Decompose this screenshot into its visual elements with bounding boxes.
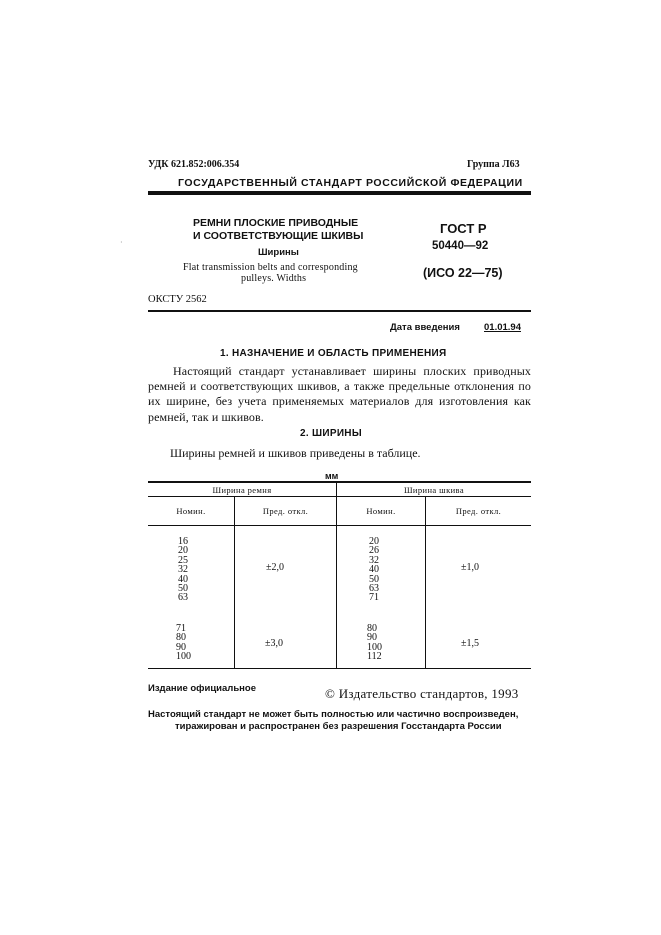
margin-mark: · [120, 238, 123, 247]
table-cell: 80 [176, 632, 186, 644]
table-cell: 40 [178, 573, 188, 585]
section-2-paragraph: Ширины ремней и шкивов приведены в таблице. [170, 446, 421, 460]
table-cell: 25 [178, 554, 188, 566]
table-cell: 20 [178, 545, 188, 557]
table-group-header-rule [148, 496, 531, 497]
table-bottom-border [148, 668, 531, 669]
pulley-nominal-list [367, 624, 382, 662]
udk-code: УДК 621.852:006.354 [148, 159, 240, 170]
table-header-belt-deviation: Пред. откл. [262, 506, 309, 516]
table-cell: 71 [369, 592, 379, 604]
copyright-notice: © Издательство стандартов, 1993 [325, 686, 519, 701]
table-cell: 71 [176, 623, 186, 634]
reproduction-notice-line-1: Настоящий стандарт не может быть полностью или частично воспроизведен, [148, 709, 519, 720]
middle-rule [148, 310, 531, 312]
pulley-nominal-list [369, 537, 379, 603]
table-header-belt-nominal: Номин. [176, 506, 206, 516]
gost-number: 50440—92 [432, 240, 489, 252]
intro-date-value: 01.01.94 [484, 322, 521, 333]
pulley-deviation-cell: ±1,5 [461, 638, 479, 649]
table-column-divider-3 [425, 496, 426, 668]
english-title-line-2: pulleys. Widths [241, 273, 307, 284]
table-column-divider-1 [234, 496, 235, 668]
table-top-border [148, 481, 531, 483]
table-cell: 50 [369, 573, 379, 585]
okstu-code: ОКСТУ 2562 [148, 294, 207, 305]
table-group-pulley-width: Ширина шкива [403, 485, 465, 495]
section-1-paragraph: Настоящий стандарт устанавливает ширины плоских приводных ремней и соответствующих шкивов, а также предельные отклонения по их ширине, без учета применяемых материалов для изготовления как ремней, так и шкивов. [148, 364, 531, 424]
table-cell: 32 [369, 554, 379, 566]
section-2-heading: 2. ШИРИНЫ [300, 428, 362, 439]
table-group-belt-width: Ширина ремня [212, 485, 272, 495]
table-cell: 100 [176, 651, 191, 663]
table-cell: 20 [369, 536, 379, 547]
table-cell: 112 [367, 651, 382, 663]
belt-deviation-cell: ±3,0 [265, 638, 283, 649]
table-cell: 16 [178, 536, 188, 547]
table-header-pulley-deviation: Пред. откл. [455, 506, 502, 516]
intro-date-label: Дата введения [390, 322, 460, 333]
state-standard-heading: ГОСУДАРСТВЕННЫЙ СТАНДАРТ РОССИЙСКОЙ ФЕДЕРАЦИИ [178, 177, 523, 189]
table-cell: 100 [367, 641, 382, 653]
table-cell: 90 [367, 632, 377, 644]
group-code: Группа Л63 [467, 159, 520, 170]
table-cell: 90 [176, 641, 186, 653]
title-line-1: РЕМНИ ПЛОСКИЕ ПРИВОДНЫЕ [193, 217, 359, 229]
belt-nominal-list [176, 624, 191, 662]
section-1-heading: 1. НАЗНАЧЕНИЕ И ОБЛАСТЬ ПРИМЕНЕНИЯ [220, 348, 447, 359]
table-cell: 50 [178, 583, 188, 595]
belt-deviation-cell: ±2,0 [266, 562, 284, 573]
reproduction-notice-line-2: тиражирован и распространен без разрешения Госстандарта России [175, 721, 502, 732]
table-cell: 40 [369, 564, 379, 576]
top-rule [148, 191, 531, 195]
table-header-bottom-rule [148, 525, 531, 526]
english-title-line-1: Flat transmission belts and corresponding [183, 262, 358, 273]
title-line-2: И СООТВЕТСТВУЮЩИЕ ШКИВЫ [193, 230, 364, 242]
belt-nominal-list [178, 537, 188, 603]
gost-label: ГОСТ Р [440, 221, 487, 236]
table-cell: 63 [369, 583, 379, 595]
table-header-pulley-nominal: Номин. [366, 506, 396, 516]
table-cell: 80 [367, 623, 377, 634]
unit-label: мм [325, 471, 339, 481]
subtitle: Ширины [258, 247, 299, 258]
iso-reference: (ИСО 22—75) [423, 266, 503, 280]
table-cell: 63 [178, 592, 188, 604]
table-cell: 32 [178, 564, 188, 576]
pulley-deviation-cell: ±1,0 [461, 562, 479, 573]
table-cell: 26 [369, 545, 379, 557]
official-edition-label: Издание официальное [148, 683, 256, 694]
